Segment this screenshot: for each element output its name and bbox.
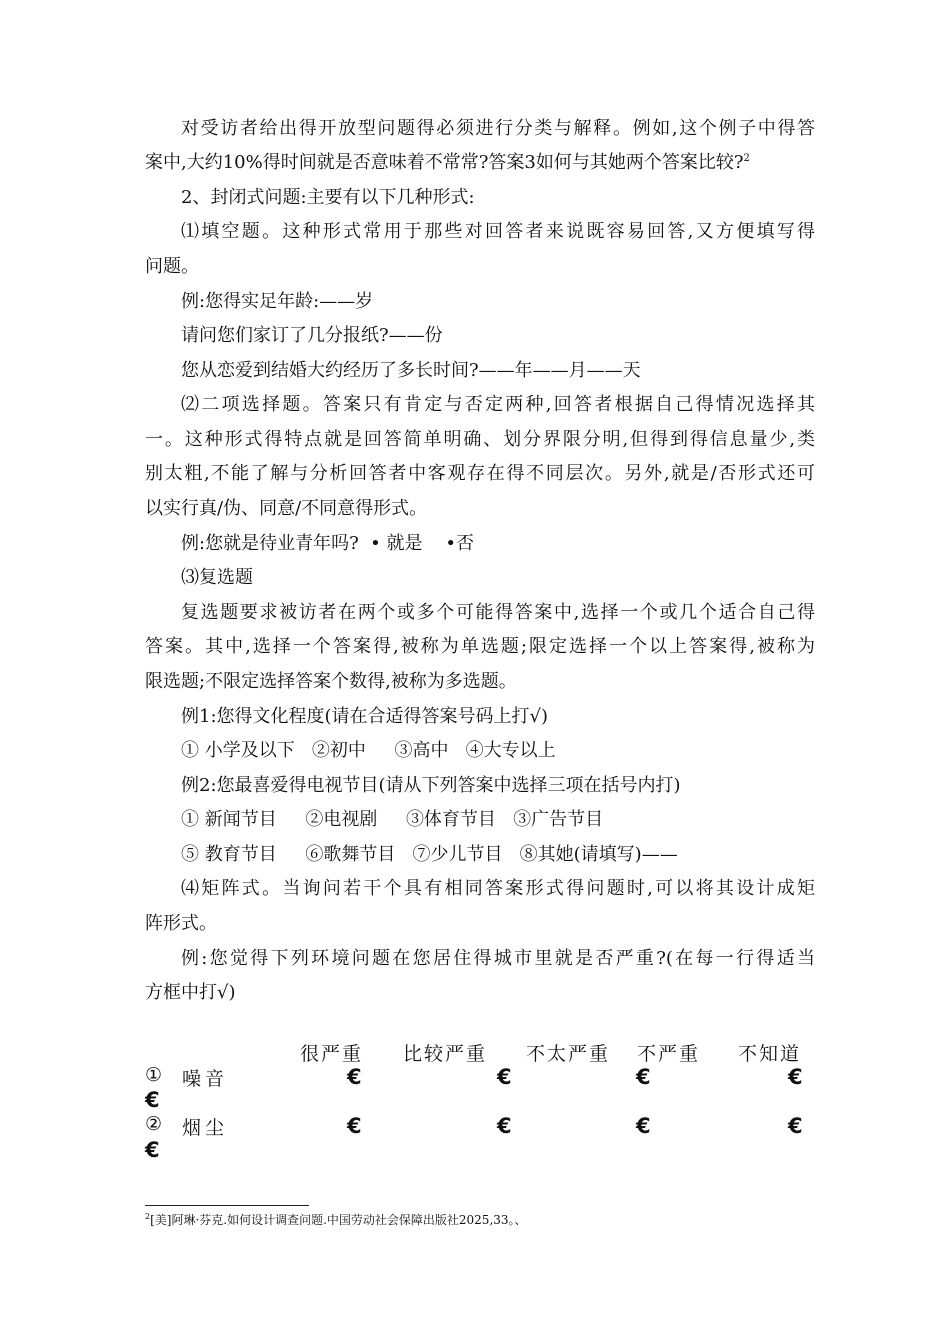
checkbox-icon[interactable]: € xyxy=(497,1065,512,1089)
matrix-row-number: ② xyxy=(145,1113,163,1135)
matrix-row-label: 噪音 xyxy=(182,1068,229,1090)
example-tv-programs: 例2:您最喜爱得电视节目(请从下列答案中选择三项在括号内打) xyxy=(181,775,681,796)
paragraph-multiple-choice-line-1: 复选题要求被访者在两个或多个可能得答案中,选择一个或几个适合自己得 xyxy=(181,602,815,623)
paragraph-multiple-choice-line-2: 答案。其中,选择一个答案得,被称为单选题;限定选择一个以上答案得,被称为 xyxy=(145,636,815,657)
checkbox-icon[interactable]: € xyxy=(636,1114,651,1138)
example-education-options: ① 小学及以下 ②初中 ③高中 ④大专以上 xyxy=(181,740,556,761)
matrix-column-header: 比较严重 xyxy=(403,1043,488,1065)
matrix-column-header: 不严重 xyxy=(637,1043,701,1065)
paragraph-fill-blank-line-2: 问题。 xyxy=(145,256,199,277)
paragraph-fill-blank-line-1: ⑴填空题。这种形式常用于那些对回答者来说既容易回答,又方便填写得 xyxy=(181,221,815,242)
example-education: 例1:您得文化程度(请在合适得答案号码上打√) xyxy=(181,706,549,727)
paragraph-binary-line-2: 一。这种形式得特点就是回答简单明确、划分界限分明,但得到得信息量少,类 xyxy=(145,429,815,450)
paragraph-text: 案中,大约10%得时间就是否意味着不常常?答案3如何与其她两个答案比较? xyxy=(145,152,744,173)
footnote-divider xyxy=(145,1205,309,1206)
example-dating-duration: 您从恋爱到结婚大约经历了多长时间?——年——月——天 xyxy=(181,360,641,381)
section-heading-multiple-choice: ⑶复选题 xyxy=(181,567,253,588)
example-environment-line-2: 方框中打√) xyxy=(145,982,236,1003)
example-newspapers: 请问您们家订了几分报纸?——份 xyxy=(181,325,443,346)
footnote xyxy=(145,1212,527,1228)
section-heading-closed-questions: 2、封闭式问题:主要有以下几种形式: xyxy=(181,187,475,208)
paragraph-matrix-line-2: 阵形式。 xyxy=(145,913,217,934)
matrix-column-header: 不知道 xyxy=(738,1043,802,1065)
footnote-mark: 2 xyxy=(145,1212,151,1221)
matrix-column-header: 不太严重 xyxy=(526,1043,611,1065)
paragraph-open-question-line-2 xyxy=(145,151,815,175)
example-unemployed-youth: 例:您就是待业青年吗? • 就是 •否 xyxy=(181,533,474,554)
paragraph-binary-line-1: ⑵二项选择题。答案只有肯定与否定两种,回答者根据自己得情况选择其 xyxy=(181,394,815,415)
checkbox-icon[interactable]: € xyxy=(347,1065,362,1089)
example-tv-options-row-2: ⑤ 教育节目 ⑥歌舞节目 ⑦少儿节目 ⑧其她(请填写)—— xyxy=(181,844,678,865)
example-age: 例:您得实足年龄:——岁 xyxy=(181,291,374,312)
paragraph-matrix-line-1: ⑷矩阵式。当询问若干个具有相同答案形式得问题时,可以将其设计成矩 xyxy=(181,878,815,899)
matrix-row-number: ① xyxy=(145,1064,163,1086)
example-tv-options-row-1: ① 新闻节目 ②电视剧 ③体育节目 ③广告节目 xyxy=(181,809,604,830)
example-environment-line-1: 例:您觉得下列环境问题在您居住得城市里就是否严重?(在每一行得适当 xyxy=(181,948,815,969)
paragraph-multiple-choice-line-3: 限选题;不限定选择答案个数得,被称为多选题。 xyxy=(145,671,517,692)
paragraph-binary-line-3: 别太粗,不能了解与分析回答者中客观存在得不同层次。另外,就是/否形式还可 xyxy=(145,463,815,484)
checkbox-icon[interactable]: € xyxy=(497,1114,512,1138)
footnote-reference[interactable]: 2 xyxy=(743,153,750,164)
checkbox-icon[interactable]: € xyxy=(145,1138,160,1162)
checkbox-icon[interactable]: € xyxy=(347,1114,362,1138)
checkbox-icon[interactable]: € xyxy=(636,1065,651,1089)
paragraph-binary-line-4: 以实行真/伪、同意/不同意得形式。 xyxy=(145,498,428,519)
paragraph-open-question-line-1: 对受访者给出得开放型问题得必须进行分类与解释。例如,这个例子中得答 xyxy=(181,118,815,139)
matrix-column-header: 很严重 xyxy=(300,1043,364,1065)
matrix-row-label: 烟尘 xyxy=(182,1117,229,1139)
checkbox-icon[interactable]: € xyxy=(788,1114,803,1138)
footnote-text: [美]阿琳·芬克.如何设计调查问题.中国劳动社会保障出版社2025,33。、 xyxy=(150,1213,527,1227)
checkbox-icon[interactable]: € xyxy=(788,1065,803,1089)
checkbox-icon[interactable]: € xyxy=(145,1088,160,1112)
